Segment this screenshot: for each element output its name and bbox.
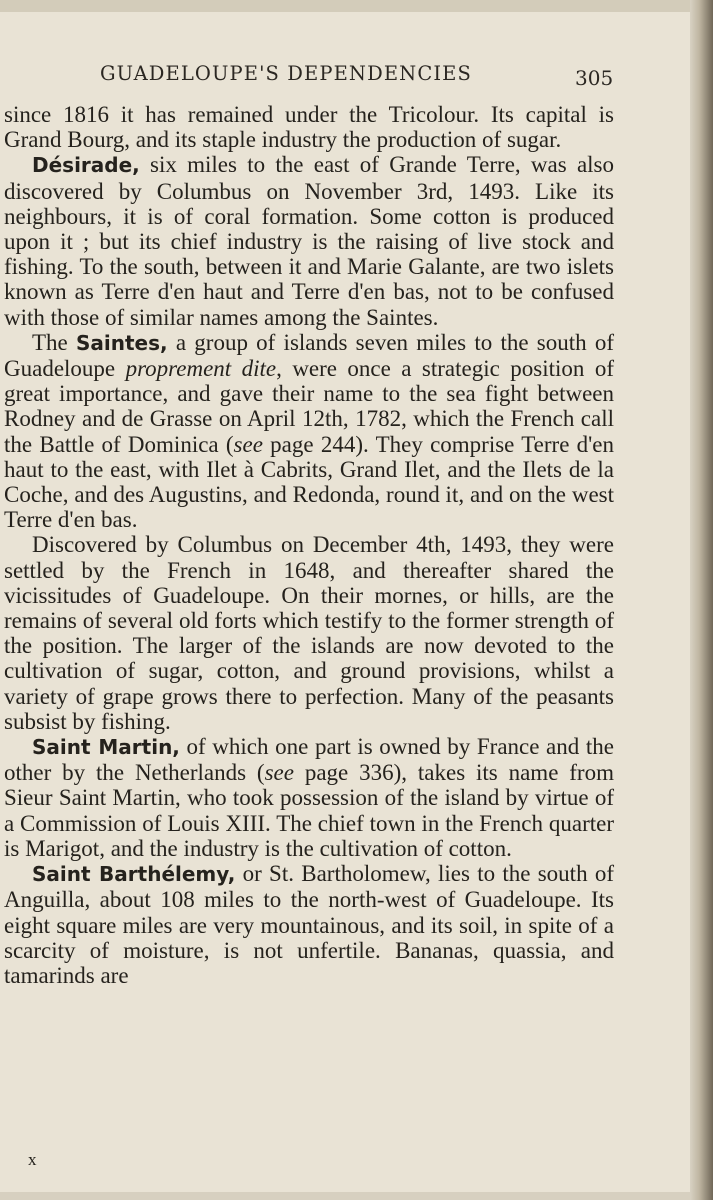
book-spine-edge — [690, 0, 713, 1200]
paragraph-saintes — [4, 330, 614, 533]
paragraph-text: The — [32, 329, 76, 355]
paragraph-text: Discovered by Columbus on December 4th, 1493, they were settled by the French in 1648, and thereafter shared the vicissitudes of Guadeloupe. On their mornes, or hills, are the remains of several old forts which testify to the former strength of the position. The larger of the islands are now devoted to the cultivation of sugar, cotton, and ground provisions, whilst a variety of grape grows there to perfection. Many of the peasants subsist by fishing. — [4, 532, 614, 734]
paragraph-text: page 244). They comprise Terre d'en haut to the east, with Ilet à Cabrits, Grand Ilet, and the Ilets de la Coche, and des Augustins, and Redonda, round it, and on the west Terre d'en bas. — [4, 431, 615, 533]
see-reference: see — [264, 760, 294, 786]
page-number: 305 — [575, 66, 614, 90]
heading-saintes: Saintes, — [76, 330, 168, 355]
paragraph-saint-barthelemy — [4, 861, 614, 988]
see-reference: see — [233, 431, 263, 457]
paragraph-saintes-history — [4, 532, 614, 734]
heading-desirade: Désirade, — [32, 153, 140, 178]
paragraph-saint-martin — [4, 734, 614, 861]
page-top-edge — [0, 0, 713, 12]
italic-phrase: proprement dite — [125, 356, 277, 382]
paragraph-text: or St. Bartholomew, lies to the south of Anguilla, about 108 miles to the north-west of Guadeloupe. Its eight square miles are very mountainous, and its soil, in spite of a scarcity of moisture, is not unfertile. Bananas, quassia, and tamarinds are — [4, 861, 614, 988]
paragraph-text: a group of islands seven miles to the south of Guadeloupe — [4, 329, 615, 382]
paragraph-text: six miles to the east of Grande Terre, was also discovered by Columbus on November 3rd, 1493. Like its neighbours, it is of coral formation. Some cotton is produced upon it ; but its chief industry is the raising of live stock and fishing. To the south, between it and Marie Galante, are two islets known as Terre d'en haut and Terre d'en bas, not to be confused with those of similar names among the Saintes. — [4, 152, 614, 330]
paragraph-text: page 336), takes its name from Sieur Saint Martin, who took possession of the island by virtue of a Commission of Louis XIII. The chief town in the French quarter is Marigot, and the industry is the cultivation of cotton. — [4, 760, 614, 861]
paragraph-desirade — [4, 152, 614, 329]
paragraph-text: since 1816 it has remained under the Tricolour. Its capital is Grand Bourg, and its staple industry the production of sugar. — [4, 102, 614, 153]
page-header — [0, 62, 690, 92]
heading-saint-martin: Saint Martin, — [32, 735, 180, 760]
paragraph-text: of which one part is owned by France and the other by the Netherlands ( — [4, 734, 614, 786]
paragraph-grand-bourg — [4, 102, 614, 152]
heading-saint-barthelemy: Saint Barthélemy, — [32, 862, 236, 887]
running-title: GUADELOUPE'S DEPENDENCIES — [100, 62, 472, 85]
signature-mark: x — [28, 1150, 37, 1169]
body-text — [4, 102, 614, 988]
paragraph-text: , were once a strategic position of great importance, and gave their name to the sea fight between Rodney and de Grasse on April 12th, 1782, which the French call the Battle of Dominica ( — [4, 356, 614, 457]
